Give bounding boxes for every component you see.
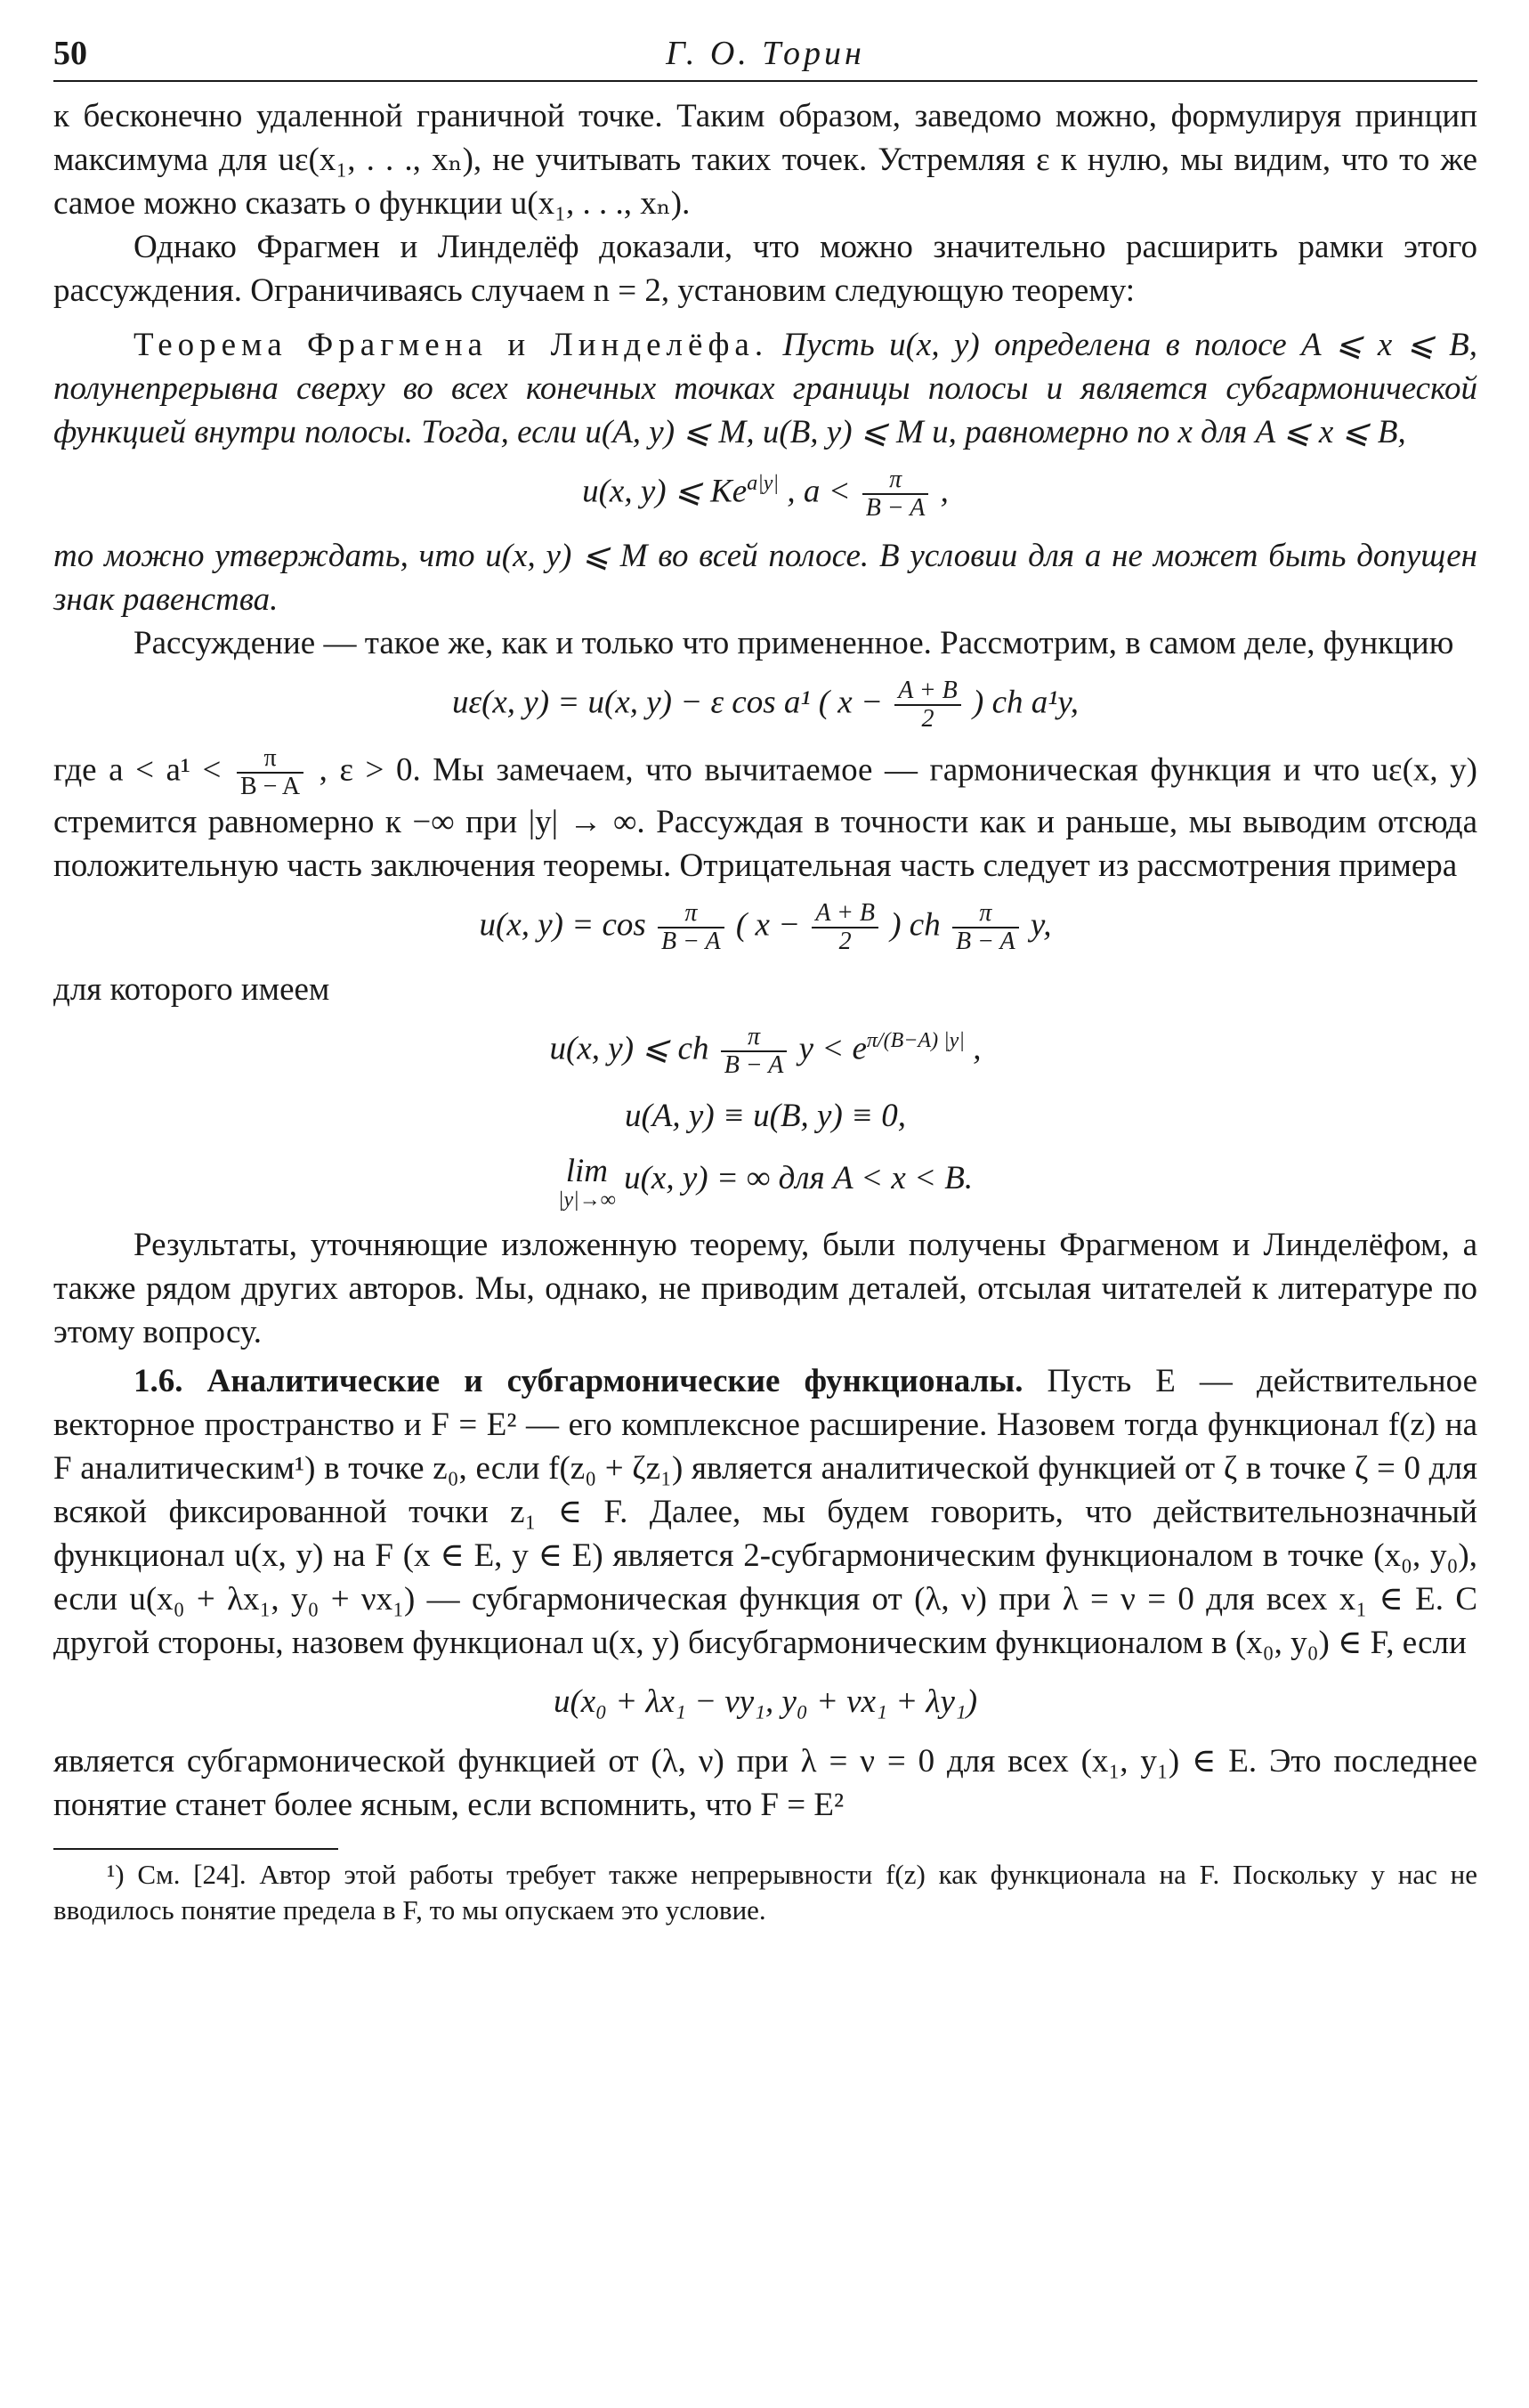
- fraction: $\frac{\pi}{B - A}$: [862, 466, 929, 522]
- footnote: ¹) См. [24]. Автор этой работы требует также непрерывности f(z) как функционала на F. Поскольку у нас не вводилось понятие предела в F, то мы опускаем это условие.: [53, 1859, 1477, 1926]
- formula-example: u(x, y) = cos $\frac{\pi}{B - A}$ ( x − $\frac{A + B}{2}$ ) ch $\frac{\pi}{B - A}$ y,: [479, 899, 1052, 955]
- fraction: $\frac{\pi}{B - A}$: [658, 900, 724, 955]
- running-header: [53, 27, 1477, 82]
- paragraph-5: для которого имеем: [53, 971, 330, 1008]
- page-body: [53, 94, 1477, 1928]
- fraction: $\frac{\pi}{B - A}$: [952, 900, 1019, 955]
- theorem-conclusion: то можно утверждать, что u(x, y) ⩽ M во всей полосе. В условии для a не может быть допущен знак равенства.: [53, 538, 1477, 618]
- section-title: 1.6. Аналитические и субгармонические функционалы.: [133, 1363, 1023, 1399]
- paragraph-2: Однако Фрагмен и Линделёф доказали, что можно значительно расширить рамки этого рассуждения. Ограничиваясь случаем n = 2, установим следующую теорему:: [53, 229, 1477, 309]
- formula-estimate: u(x, y) ⩽ ch $\frac{\pi}{B - A}$ $y < e^{\pi/(B-A) |y|}$ ,: [549, 1023, 982, 1079]
- fraction: $\frac{\pi}{B - A}$: [721, 1024, 788, 1079]
- paragraph-1: к бесконечно удаленной граничной точке. Таким образом, заведомо можно, формулируя принцип максимума для uε(x₁, . . ., xₙ), не учитывать таких точек. Устремляя ε к нулю, мы видим, что то же самое можно сказать о функции u(x₁, . . ., xₙ).: [53, 98, 1477, 222]
- paragraph-7: Пусть E — действительное векторное пространство и F = E² — его комплексное расширение. Назовем тогда функционал f(z) на F аналитическим¹) в точке z₀, если f(z₀ + ζz₁) является аналитической функцией от ζ в точке ζ = 0 для всякой фиксированной точки z₁ ∈ F. Далее, мы будем говорить, что действительнозначный функционал u(x, y) на F (x ∈ E, y ∈ E) является 2-субгармоническим функционалом в точке (x₀, y₀), если u(x₀ + λx₁, y₀ + νx₁) — субгармоническая функция от (λ, ν) при λ = ν = 0 для всех x₁ ∈ E. С другой стороны, назовем функционал u(x, y) бисубгармоническим функционалом в (x₀, y₀) ∈ F, если: [53, 1363, 1477, 1661]
- running-head-author: Г. О. Торин: [666, 35, 865, 72]
- paragraph-8: является субгармонической функцией от (λ, ν) при λ = ν = 0 для всех (x₁, y₁) ∈ E. Это последнее понятие станет более ясным, если вспомнить, что F = E²: [53, 1743, 1477, 1823]
- fraction: $\frac{A + B}{2}$: [894, 677, 961, 733]
- formula-limit: lim |y|→∞ u(x, y) = ∞ для A < x < B.: [557, 1153, 974, 1212]
- fraction: $\frac{\pi}{B - A}$: [237, 745, 303, 800]
- formula-auxiliary-function: uε(x, y) = u(x, y) − ε cos a¹ ( x − $\frac{A + B}{2}$ ) ch a¹y,: [451, 677, 1080, 733]
- fraction: $\frac{A + B}{2}$: [812, 900, 878, 955]
- formula-bisubharmonic: u(x₀ + λx₁ − νy₁, y₀ + νx₁ + λy₁): [553, 1683, 978, 1720]
- formula-boundary-values: u(A, y) ≡ u(B, y) ≡ 0,: [624, 1098, 907, 1134]
- paragraph-6: Результаты, уточняющие изложенную теорему, были получены Фрагменом и Линделёфом, а также рядом других авторов. Мы, однако, не приводим деталей, отсылая читателей к литературе по этому вопросу.: [53, 1227, 1477, 1350]
- paragraph-3: Рассуждение — такое же, как и только что примененное. Рассмотрим, в самом деле, функцию: [133, 625, 1454, 661]
- footnote-rule: [53, 1848, 338, 1850]
- theorem-title: Теорема Фрагмена и Линделёфа.: [133, 327, 769, 363]
- theorem: [53, 323, 1477, 454]
- page-number: 50: [53, 35, 87, 72]
- page: [53, 27, 1477, 1928]
- paragraph-4: где a < a¹ < $\frac{\pi}{B - A}$ , ε > 0. Мы замечаем, что вычитаемое — гармоническая функция и что uε(x, y) стремится равномерно к −∞ при |y| → ∞. Рассуждая в точности как и раньше, мы выводим отсюда положительную часть заключения теоремы. Отрицательная часть следует из рассмотрения примера: [53, 744, 1478, 884]
- section-1-6: [53, 1359, 1477, 1665]
- theorem-statement: Пусть u(x, y) определена в полосе A ⩽ x ⩽ B, полунепрерывна сверху во всех конечных точках границы полосы и является субгармонической функцией внутри полосы. Тогда, если u(A, y) ⩽ M, u(B, y) ⩽ M и, равномерно по x для A ⩽ x ⩽ B,: [53, 327, 1477, 450]
- formula-growth-condition: u(x, y) ⩽ $Ke^{a|y|}$ , a < $\frac{\pi}{B - A}$ ,: [582, 466, 949, 522]
